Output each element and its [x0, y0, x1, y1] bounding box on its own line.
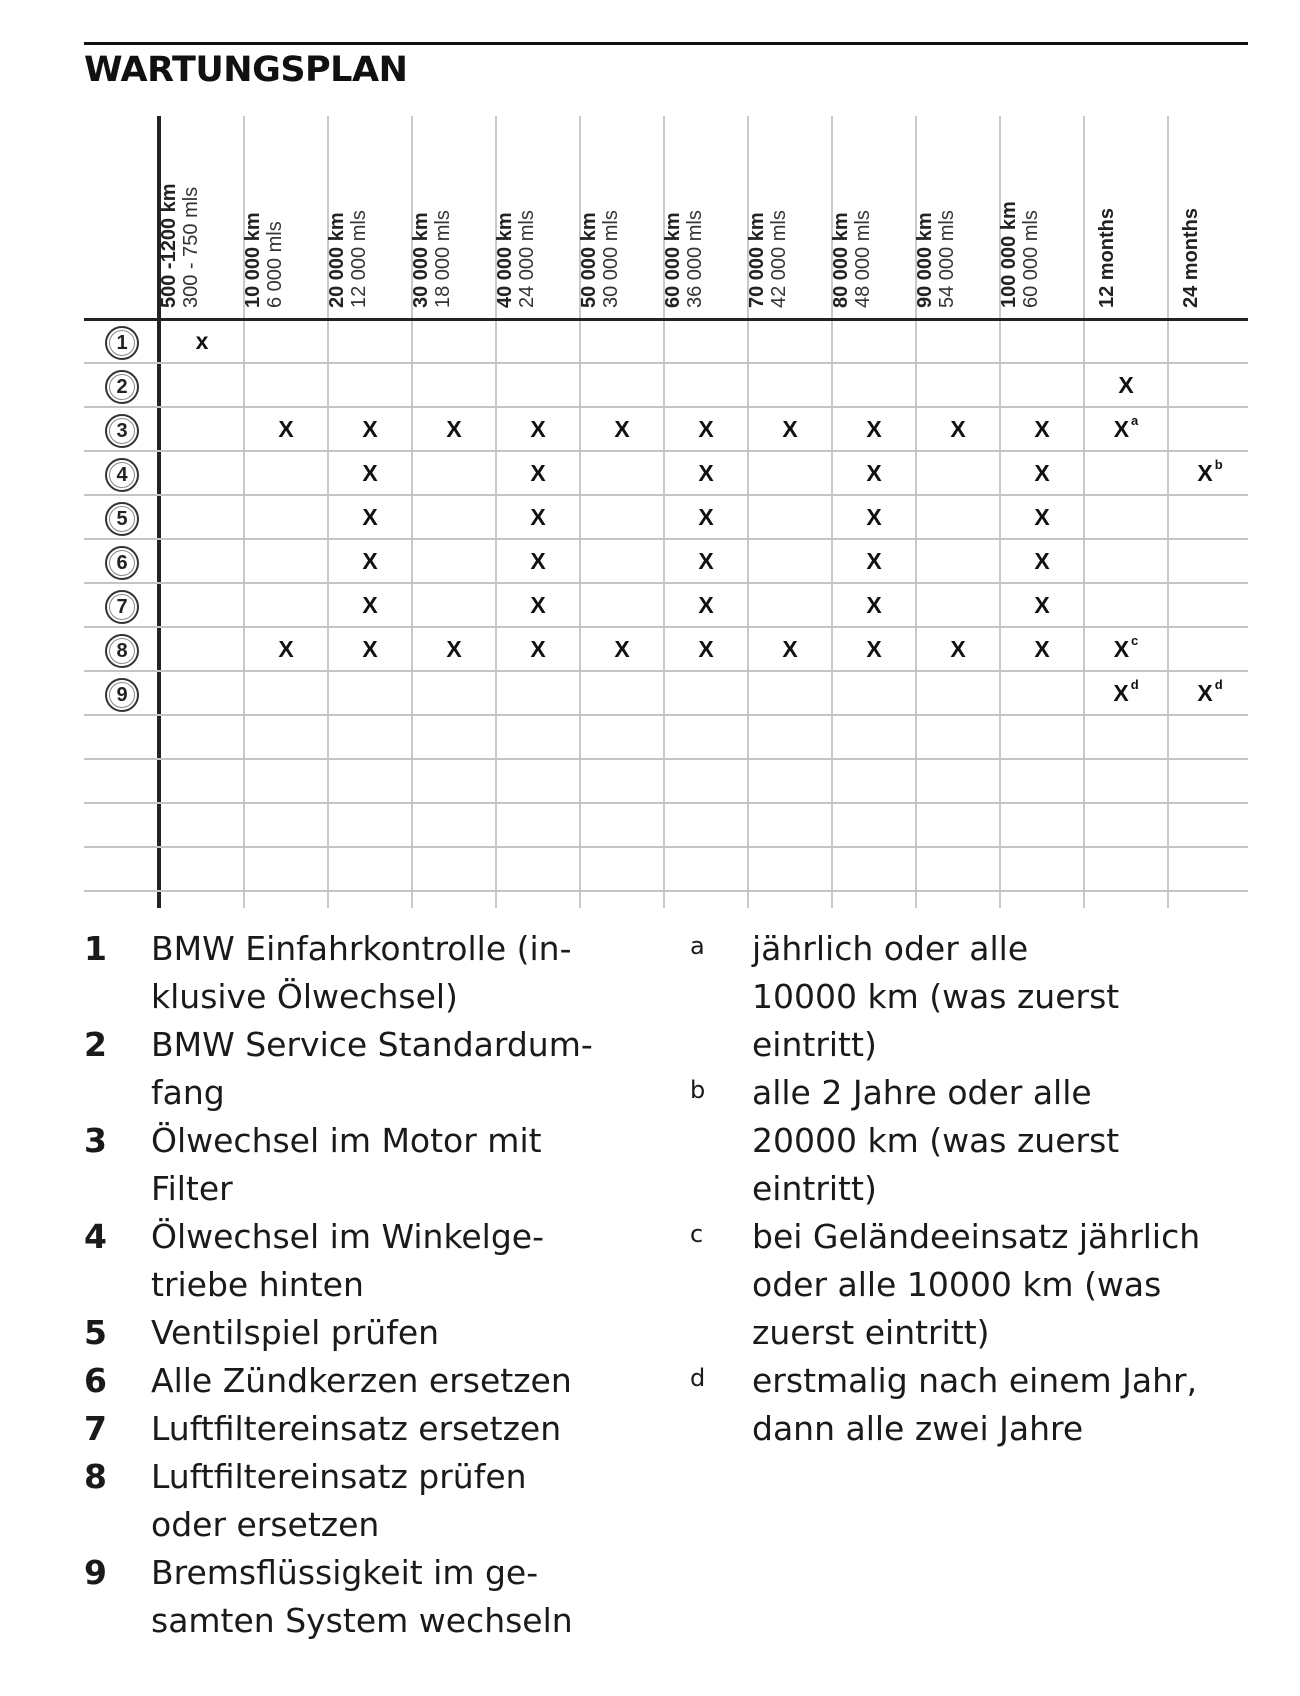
- schedule-mark: X: [530, 548, 546, 574]
- column-header: [412, 116, 496, 312]
- column-header: [496, 116, 580, 312]
- column-header-label: [494, 210, 538, 308]
- column-header-label: [998, 201, 1042, 308]
- schedule-mark: X $^c$: [1113, 633, 1139, 662]
- schedule-mark: X: [866, 504, 882, 530]
- legend-number: 6: [84, 1361, 107, 1400]
- column-header-label: [914, 210, 958, 308]
- footnote-text: erstmalig nach einem Jahr, dann alle zwei Jahre: [752, 1361, 1198, 1448]
- schedule-mark: X: [1034, 636, 1050, 662]
- footnote-list: [690, 925, 1250, 1453]
- schedule-mark: X: [950, 416, 966, 442]
- row-number-badge: 5: [105, 502, 139, 536]
- column-header-km: 24 months: [1180, 207, 1202, 308]
- column-header-km: 70 000 km: [746, 212, 768, 308]
- column-header-label: [158, 183, 202, 308]
- legend-text: Bremsflüssigkeit im ge- samten System wechseln: [151, 1553, 573, 1640]
- schedule-mark: X: [1034, 504, 1050, 530]
- schedule-mark: X: [782, 636, 798, 662]
- row-number-badge: 9: [105, 678, 139, 712]
- column-header: [328, 116, 412, 312]
- schedule-mark: X: [362, 416, 378, 442]
- column-header-mls: 54 000 mls: [936, 210, 958, 308]
- footnote-ref: a: [1131, 413, 1139, 429]
- schedule-mark: X: [1034, 548, 1050, 574]
- legend-item: [84, 1117, 654, 1213]
- footnote-key: d: [690, 1364, 706, 1392]
- schedule-mark: X: [530, 592, 546, 618]
- row-divider: [84, 582, 1248, 584]
- row-number-badge: 6: [105, 546, 139, 580]
- schedule-mark: X: [614, 416, 630, 442]
- schedule-mark: X: [446, 636, 462, 662]
- schedule-mark: X: [530, 504, 546, 530]
- legend-text: Ölwechsel im Motor mit Filter: [151, 1121, 542, 1208]
- row-divider: [84, 362, 1248, 364]
- legend-number: 7: [84, 1409, 107, 1448]
- schedule-mark: X: [1118, 372, 1134, 398]
- schedule-mark: X: [362, 504, 378, 530]
- schedule-mark: X: [698, 636, 714, 662]
- column-header-label: [326, 210, 370, 308]
- legend-item: [84, 1453, 654, 1549]
- schedule-mark: X: [530, 636, 546, 662]
- row-divider: [84, 846, 1248, 848]
- footnote-key: a: [690, 932, 705, 960]
- column-header-mls: 12 000 mls: [348, 210, 370, 308]
- schedule-mark: X: [446, 416, 462, 442]
- legend-item: [84, 1549, 654, 1645]
- legend-number: 1: [84, 929, 107, 968]
- schedule-mark: X: [278, 416, 294, 442]
- schedule-mark: x: [195, 328, 209, 354]
- column-header: [244, 116, 328, 312]
- column-header-mls: 24 000 mls: [516, 210, 538, 308]
- schedule-mark: X: [866, 636, 882, 662]
- legend-text: BMW Einfahrkontrolle (in- klusive Ölwechsel): [151, 929, 572, 1016]
- footnote-key: c: [690, 1220, 704, 1248]
- column-header: [916, 116, 1000, 312]
- column-header-mls: 48 000 mls: [852, 210, 874, 308]
- row-number-badge: 3: [105, 414, 139, 448]
- footnote-item: [690, 1357, 1250, 1453]
- legend-number: 9: [84, 1553, 107, 1592]
- schedule-mark: X $^a$: [1113, 413, 1139, 442]
- header-divider: [84, 318, 1248, 321]
- schedule-mark: X: [950, 636, 966, 662]
- schedule-mark: X: [362, 548, 378, 574]
- legend-item: [84, 925, 654, 1021]
- schedule-mark: X: [1034, 460, 1050, 486]
- schedule-mark: X: [866, 460, 882, 486]
- footnote-ref: c: [1131, 633, 1139, 649]
- column-header-km: 50 000 km: [578, 212, 600, 308]
- column-header-km: 500 -1200 km: [158, 183, 180, 308]
- column-header: [664, 116, 748, 312]
- column-header-label: [1180, 208, 1202, 308]
- schedule-mark: X: [866, 548, 882, 574]
- legend-text: Alle Zündkerzen ersetzen: [151, 1361, 572, 1400]
- legend-number: 5: [84, 1313, 107, 1352]
- row-number-badge: 2: [105, 370, 139, 404]
- column-header-label: [578, 210, 622, 308]
- column-header-label: [242, 212, 286, 308]
- legend-item: [84, 1405, 654, 1453]
- legend-number: 3: [84, 1121, 107, 1160]
- schedule-mark: X: [866, 592, 882, 618]
- column-header-mls: 60 000 mls: [1020, 210, 1042, 308]
- row-divider: [84, 670, 1248, 672]
- column-header: [1168, 116, 1252, 312]
- legend-text: Luftfiltereinsatz ersetzen: [151, 1409, 562, 1448]
- schedule-mark: X: [698, 416, 714, 442]
- row-divider: [84, 758, 1248, 760]
- footnote-key: b: [690, 1076, 706, 1104]
- row-divider: [84, 538, 1248, 540]
- legend-text: Luftfiltereinsatz prüfen oder ersetzen: [151, 1457, 527, 1544]
- footnote-item: [690, 1213, 1250, 1357]
- column-header: [1084, 116, 1168, 312]
- schedule-mark: X: [866, 416, 882, 442]
- column-header-label: [746, 210, 790, 308]
- schedule-mark: X: [1034, 416, 1050, 442]
- legend-list: [84, 925, 654, 1645]
- schedule-mark: X $^d$: [1197, 677, 1223, 706]
- column-header: [580, 116, 664, 312]
- column-header-km: 12 months: [1096, 207, 1118, 308]
- schedule-mark: X: [278, 636, 294, 662]
- row-divider: [84, 494, 1248, 496]
- legend-number: 8: [84, 1457, 107, 1496]
- schedule-mark: X: [614, 636, 630, 662]
- schedule-mark: X: [698, 504, 714, 530]
- schedule-mark: X: [362, 460, 378, 486]
- column-header-km: 100 000 km: [998, 201, 1020, 308]
- footnote-item: [690, 925, 1250, 1069]
- schedule-mark: X: [698, 592, 714, 618]
- column-header-km: 40 000 km: [494, 212, 516, 308]
- footnote-item: [690, 1069, 1250, 1213]
- column-header-mls: 36 000 mls: [684, 210, 706, 308]
- legend-item: [84, 1213, 654, 1309]
- column-header: [832, 116, 916, 312]
- page-title: WARTUNGSPLAN: [84, 50, 408, 90]
- footnote-text: jährlich oder alle 10000 km (was zuerst eintritt): [752, 929, 1120, 1064]
- row-number-badge: 8: [105, 634, 139, 668]
- column-header-km: 20 000 km: [326, 212, 348, 308]
- column-header-mls: 30 000 mls: [600, 210, 622, 308]
- legend-text: Ölwechsel im Winkelge- triebe hinten: [151, 1217, 545, 1304]
- row-divider: [84, 890, 1248, 892]
- column-header: [160, 116, 244, 312]
- legend-number: 2: [84, 1025, 107, 1064]
- schedule-mark: X $^b$: [1197, 457, 1223, 486]
- schedule-mark: X: [362, 636, 378, 662]
- legend-number: 4: [84, 1217, 107, 1256]
- column-header: [1000, 116, 1084, 312]
- schedule-mark: X: [362, 592, 378, 618]
- column-header-label: [1096, 208, 1118, 308]
- column-header-mls: 6 000 mls: [264, 221, 286, 308]
- column-header-km: 90 000 km: [914, 212, 936, 308]
- column-header-km: 10 000 km: [242, 212, 264, 308]
- column-header-mls: 300 - 750 mls: [180, 186, 202, 308]
- footnote-ref: d: [1130, 677, 1139, 693]
- column-header-km: 30 000 km: [410, 212, 432, 308]
- legend-text: BMW Service Standardum- fang: [151, 1025, 593, 1112]
- row-number-badge: 4: [105, 458, 139, 492]
- footnote-text: alle 2 Jahre oder alle 20000 km (was zuerst eintritt): [752, 1073, 1120, 1208]
- legend-item: [84, 1357, 654, 1405]
- legend-text: Ventilspiel prüfen: [151, 1313, 440, 1352]
- legend-item: [84, 1309, 654, 1357]
- row-divider: [84, 802, 1248, 804]
- legend-item: [84, 1021, 654, 1117]
- footnote-ref: d: [1214, 677, 1223, 693]
- column-header-label: [830, 210, 874, 308]
- schedule-mark: X: [530, 460, 546, 486]
- column-header-km: 60 000 km: [662, 212, 684, 308]
- row-divider: [84, 406, 1248, 408]
- row-divider: [84, 714, 1248, 716]
- column-header-mls: 42 000 mls: [768, 210, 790, 308]
- column-header-label: [410, 210, 454, 308]
- column-header-km: 80 000 km: [830, 212, 852, 308]
- schedule-mark: X: [1034, 592, 1050, 618]
- row-number-badge: 7: [105, 590, 139, 624]
- schedule-mark: X: [530, 416, 546, 442]
- column-header-label: [662, 210, 706, 308]
- schedule-mark: X $^d$: [1113, 677, 1139, 706]
- schedule-mark: X: [698, 460, 714, 486]
- footnote-text: bei Geländeeinsatz jährlich oder alle 10000 km (was zuerst eintritt): [752, 1217, 1201, 1352]
- schedule-mark: X: [782, 416, 798, 442]
- row-divider: [84, 626, 1248, 628]
- schedule-mark: X: [698, 548, 714, 574]
- row-divider: [84, 450, 1248, 452]
- column-header-mls: 18 000 mls: [432, 210, 454, 308]
- column-header: [748, 116, 832, 312]
- row-number-badge: 1: [105, 326, 139, 360]
- footnote-ref: b: [1214, 457, 1223, 473]
